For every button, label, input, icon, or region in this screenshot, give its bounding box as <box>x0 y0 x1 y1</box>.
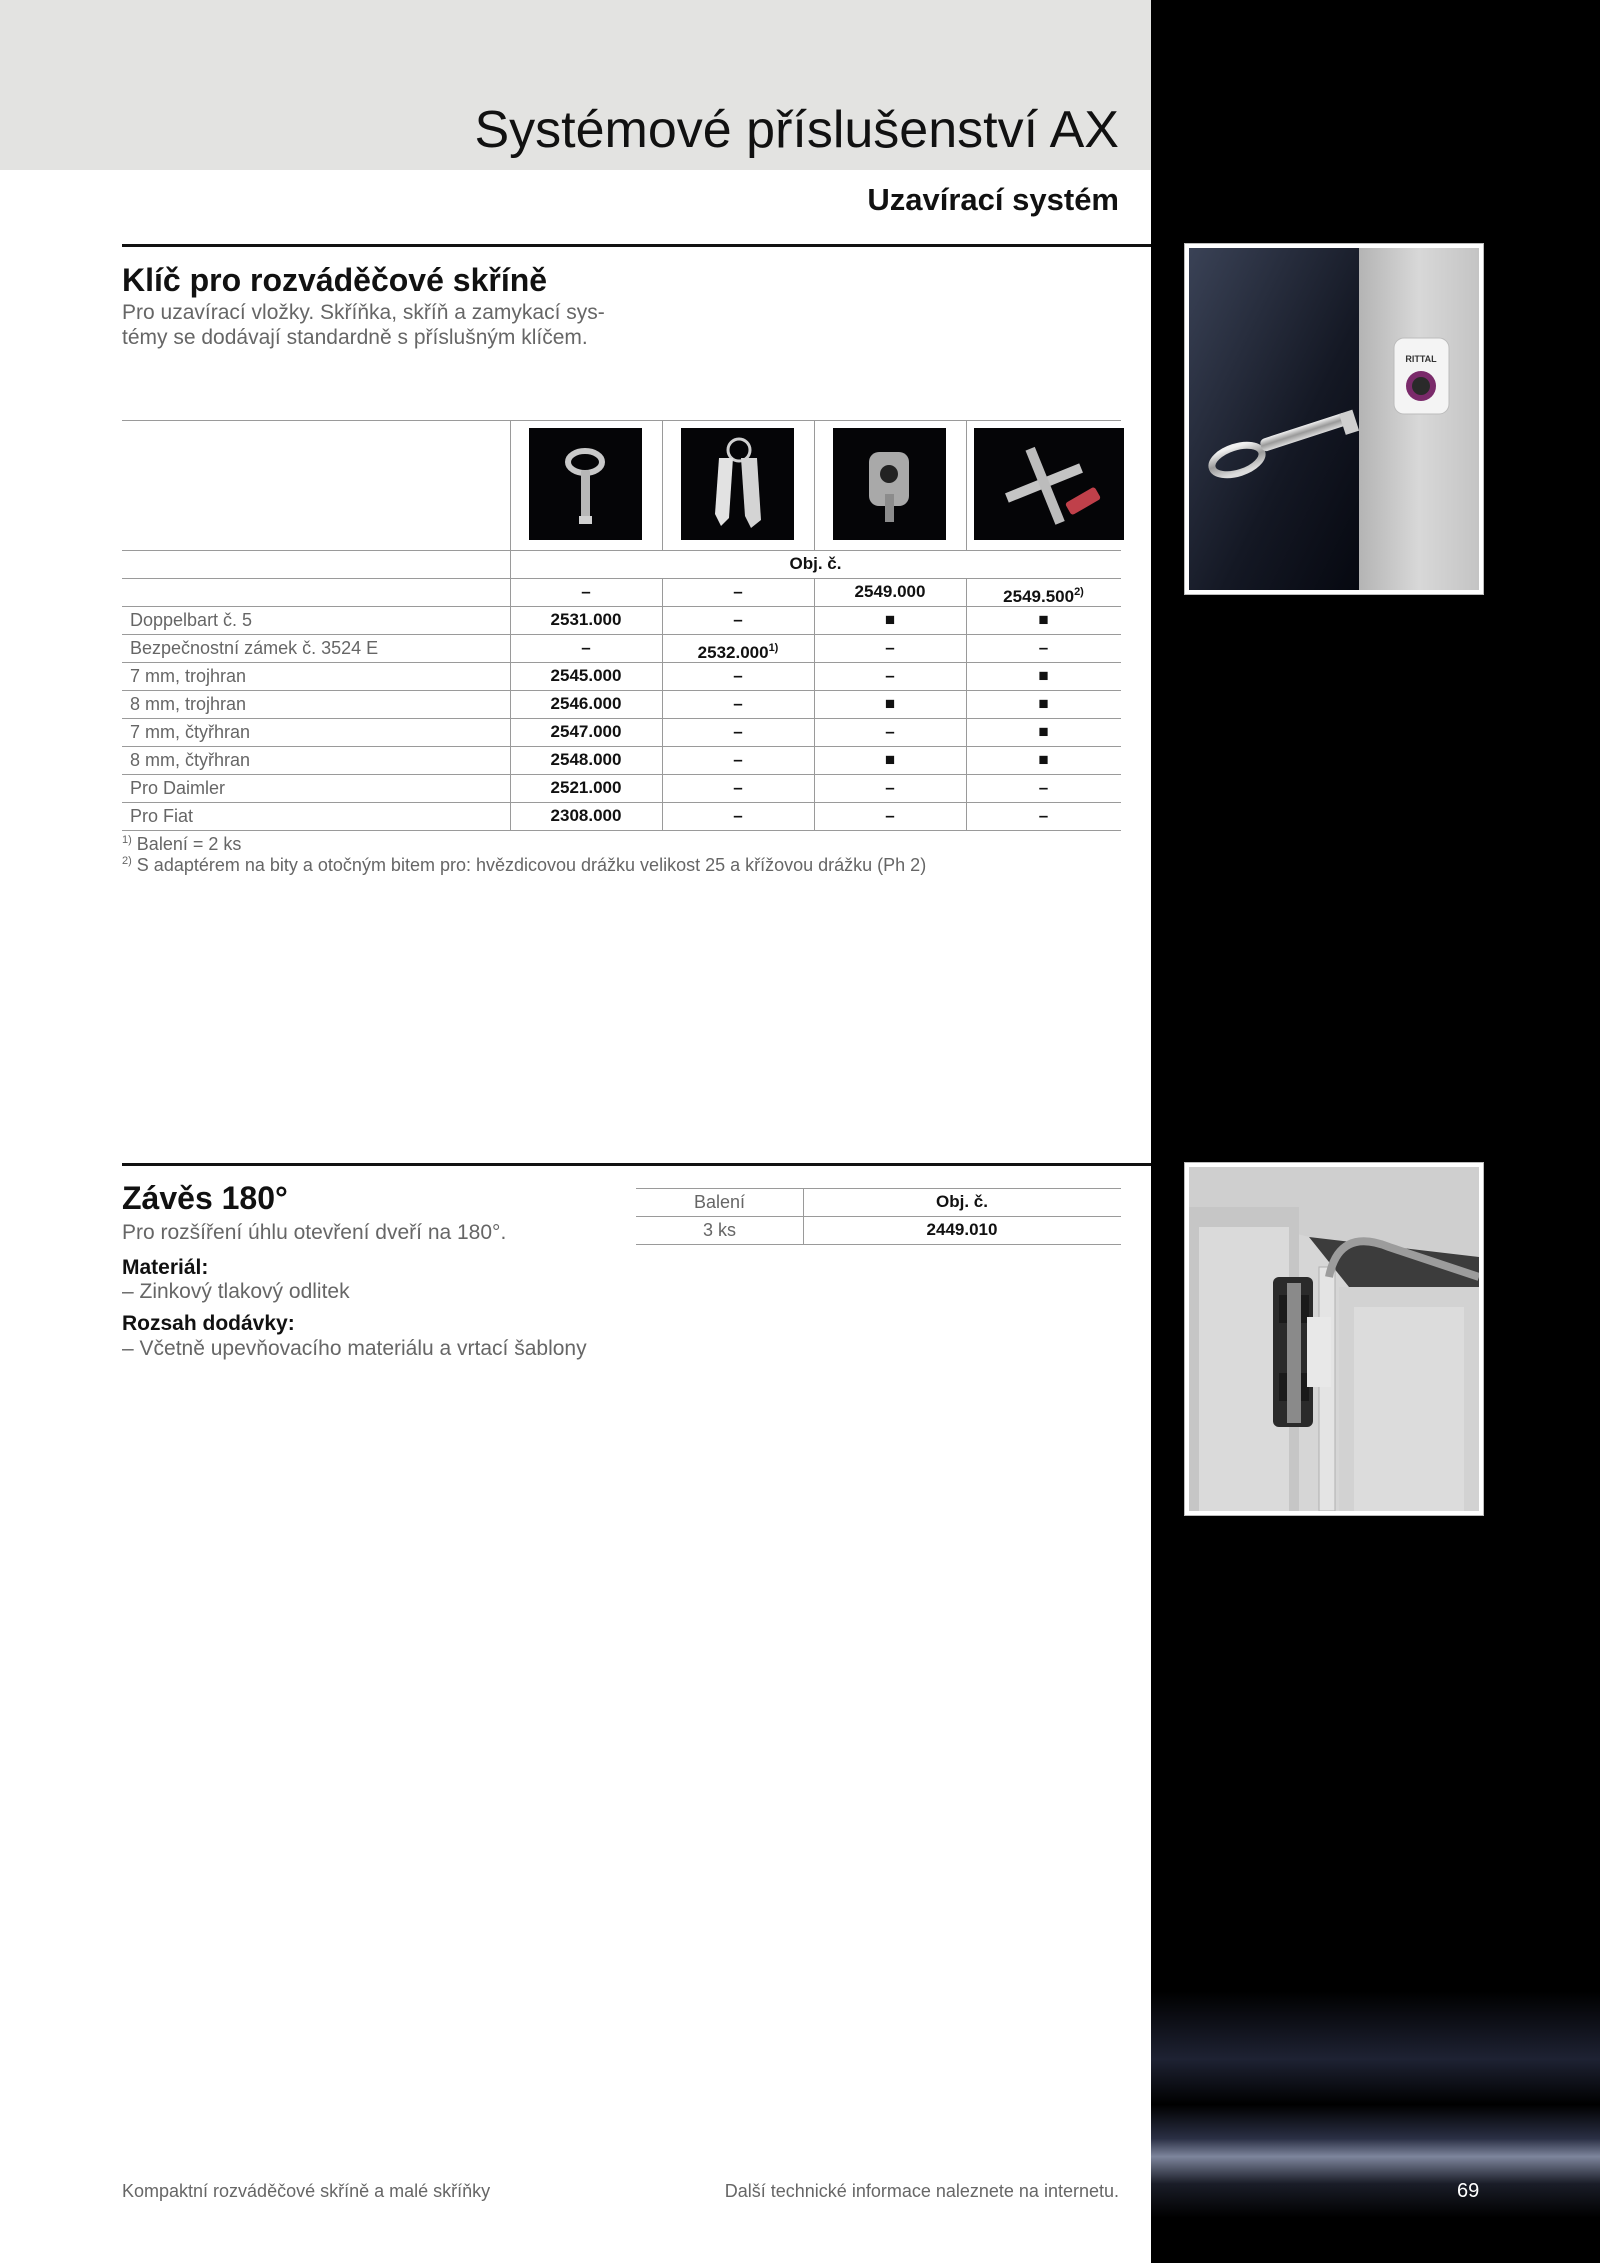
scope-label: Rozsah dodávky: <box>122 1312 295 1335</box>
table-cell: 2545.000 <box>550 666 622 685</box>
section-rule <box>122 1163 1151 1166</box>
table-cell: – <box>885 722 895 741</box>
table-row-label: Bezpečnostní zámek č. 3524 E <box>130 638 379 658</box>
table-cell: ■ <box>1038 722 1049 741</box>
product-thumb-3 <box>833 428 946 540</box>
table-cell: ■ <box>1038 694 1049 713</box>
top-row-cell-1: – <box>581 582 591 601</box>
table-cell: – <box>733 750 743 769</box>
table-row-label: 8 mm, trojhran <box>130 694 247 714</box>
table-cell: 2531.000 <box>550 610 622 629</box>
table-cell: ■ <box>884 750 896 769</box>
top-row-cell-4: 2549.500$^{2)}$ <box>1003 586 1084 606</box>
footnote-1: $^{1)}$ Balení = 2 ks <box>122 834 242 854</box>
table-cell: – <box>885 806 895 825</box>
material-item: – Zinkový tlakový odlitek <box>122 1280 350 1303</box>
hinge-pack-value: 3 ks <box>702 1220 736 1240</box>
table-cell: – <box>733 806 743 825</box>
product-thumb-2 <box>681 428 794 540</box>
table-row-label: 7 mm, čtyřhran <box>130 722 251 742</box>
key-section-description-line1: Pro uzavírací vložky. Skříňka, skříň a zamykací sys- <box>122 301 605 324</box>
table-row-label: Pro Fiat <box>130 806 194 826</box>
table-cell: – <box>1038 778 1049 797</box>
page-title: Systémové příslušenství AX <box>474 101 1119 159</box>
key-section-title: Klíč pro rozváděčové skříně <box>122 262 548 298</box>
table-cell: ■ <box>884 694 896 713</box>
table-cell: 2547.000 <box>550 722 622 741</box>
table-cell: 2521.000 <box>550 778 622 797</box>
product-thumb-4 <box>974 428 1124 540</box>
hinge-order-value: 2449.010 <box>926 1220 998 1239</box>
section-subtitle: Uzavírací systém <box>867 182 1119 217</box>
table-cell: – <box>733 722 743 741</box>
table-row-label: 7 mm, trojhran <box>130 666 247 686</box>
page-number: 69 <box>1457 2180 1480 2202</box>
top-row-cell-2: – <box>733 582 743 601</box>
table-cell: – <box>581 638 591 657</box>
table-cell: 2546.000 <box>550 694 622 713</box>
table-cell: – <box>733 610 743 629</box>
table-cell: – <box>885 638 895 657</box>
hinge-section-description: Pro rozšíření úhlu otevření dveří na 180°. <box>122 1221 507 1244</box>
scope-item: – Včetně upevňovacího materiálu a vrtací šablony <box>122 1337 587 1360</box>
table-cell: 2308.000 <box>550 806 622 825</box>
footnote-2: $^{2)}$ S adaptérem na bity a otočným bitem pro: hvězdicovou drážku velikost 25 a křížovou drážku (Ph 2) <box>122 855 927 875</box>
table-cell: ■ <box>1038 610 1049 629</box>
table-cell: 2532.000$^{1)}$ <box>697 642 779 662</box>
table-cell: 2548.000 <box>550 750 622 769</box>
table-cell: – <box>733 666 743 685</box>
table-cell: – <box>885 778 895 797</box>
footer-left-text: Kompaktní rozváděčové skříně a malé skříňky <box>122 2181 491 2201</box>
top-row-cell-3: 2549.000 <box>854 582 926 601</box>
hinge-col-header-pack: Balení <box>693 1192 746 1212</box>
table-cell: ■ <box>884 610 896 629</box>
hinge-photo <box>1185 1163 1483 1515</box>
table-cell: – <box>733 694 743 713</box>
table-cell: – <box>733 778 743 797</box>
table-cell: ■ <box>1038 666 1049 685</box>
product-thumb-1 <box>529 428 642 540</box>
obj-header: Obj. č. <box>789 554 842 573</box>
key-lock-photo <box>1185 244 1483 594</box>
table-row-label: Pro Daimler <box>130 778 226 798</box>
table-cell: – <box>885 666 895 685</box>
table-cell: – <box>1038 806 1049 825</box>
rittal-logo: RITTAL <box>1405 354 1437 364</box>
table-row-label: 8 mm, čtyřhran <box>130 750 251 770</box>
hinge-section-title: Závěs 180° <box>122 1180 288 1216</box>
table-cell: ■ <box>1038 750 1049 769</box>
table-cell: – <box>1038 638 1049 657</box>
hinge-col-header-order: Obj. č. <box>936 1192 988 1211</box>
material-label: Materiál: <box>122 1256 209 1279</box>
footer-center-text: Další technické informace naleznete na internetu. <box>724 2181 1119 2201</box>
section-rule <box>122 244 1151 247</box>
table-row-label: Doppelbart č. 5 <box>130 610 253 630</box>
key-section-description-line2: témy se dodávají standardně s příslušným klíčem. <box>122 326 588 349</box>
